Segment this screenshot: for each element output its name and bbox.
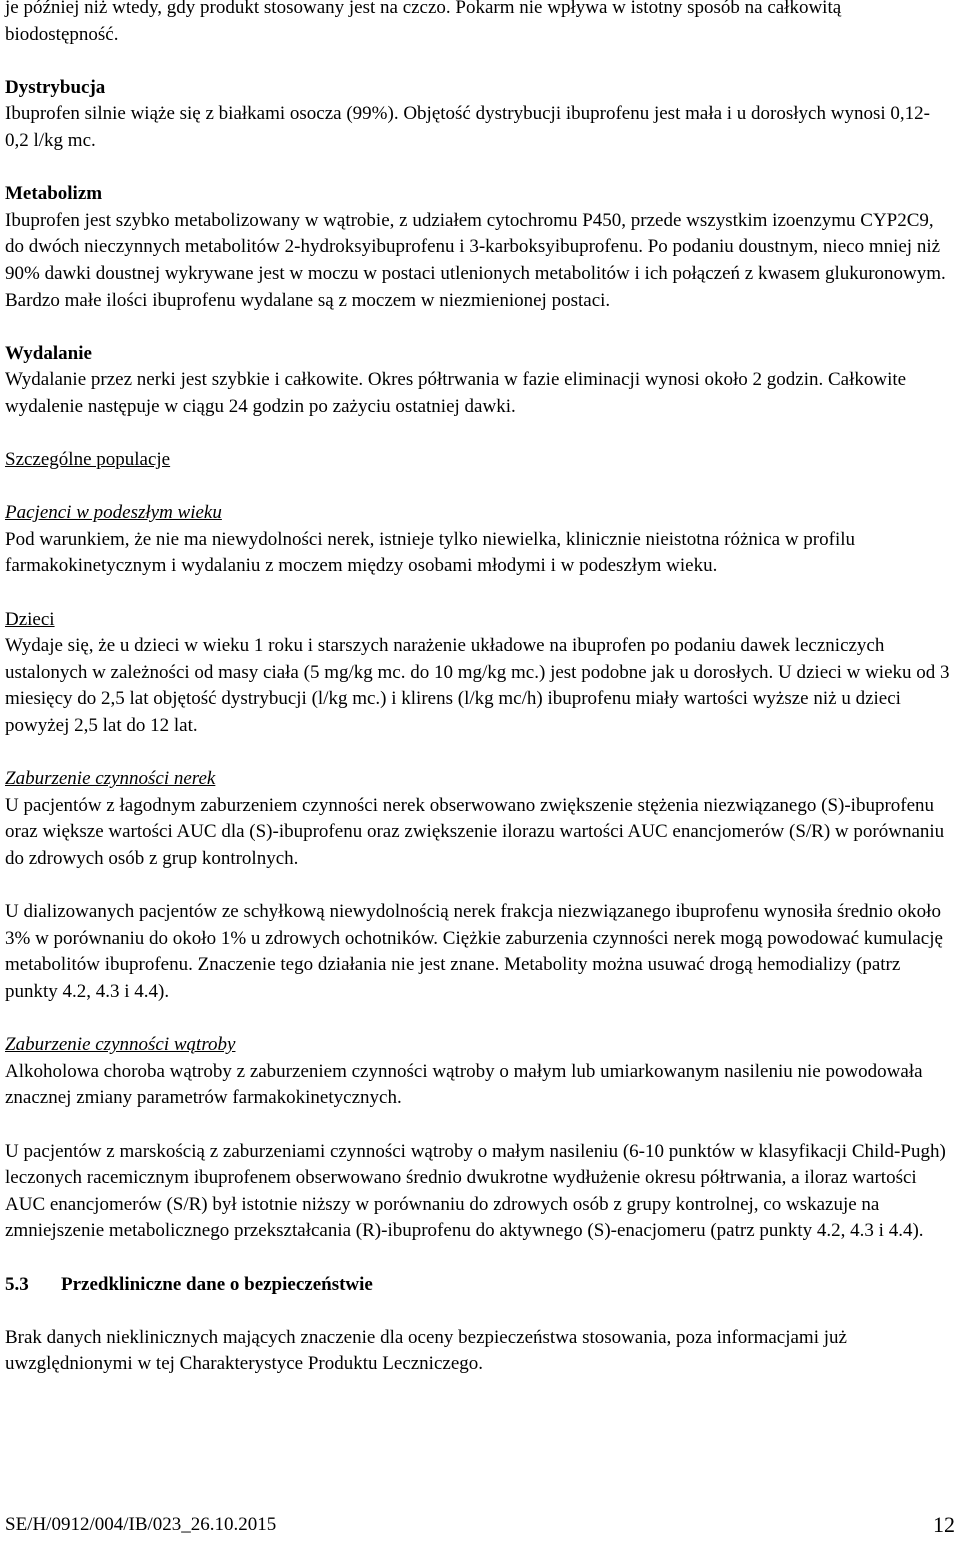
elimination-heading: Wydalanie [5, 342, 92, 364]
special-populations-heading [5, 447, 953, 474]
document-page [5, 0, 953, 1378]
section-title: Przedkliniczne dane o bezpieczeństwie [61, 1273, 373, 1295]
distribution-paragraph: Ibuprofen silnie wiąże się z białkami osocza (99%). Objętość dystrybucji ibuprofenu jest mała i u dorosłych wynosi 0,12-0,2 l/kg mc. [5, 103, 930, 151]
section-5-3-heading [5, 1272, 953, 1299]
children-heading [5, 607, 953, 634]
renal-paragraph-2: U dializowanych pacjentów ze schyłkową niewydolnością nerek frakcja niezwiązanego ibuprofenu wynosiła średnio około 3% w porównaniu do około 1% u zdrowych ochotników. Ciężkie zaburzenia czynności nerek mogą powodować kumulację metabolitów ibuprofenu. Znaczenie tego działania nie jest znane. Metabolity można usuwać drogą hemodializy (patrz punkty 4.2, 4.3 i 4.4). [5, 901, 943, 1002]
hepatic-paragraph-2: U pacjentów z marskością z zaburzeniami czynności wątroby o małym nasileniu (6-10 punktów w klasyfikacji Child-Pugh) leczonych racemicznym ibuprofenem obserwowano średnio dwukrotne wydłużenie okresu półtrwania, a iloraz wartości AUC enancjomerów (S/R) był istotnie niższy w porównaniu do zdrowych osób z grupy kontrolnej, co wskazuje na zmniejszenie metabolicznego przekształcania (R)-ibuprofenu do aktywnego (S)-enacjomeru (patrz punkty 4.2, 4.3 i 4.4). [5, 1140, 946, 1242]
hepatic-paragraph-1: Alkoholowa choroba wątroby z zaburzeniem czynności wątroby o małym lub umiarkowanym nasileniu nie powodowała znacznej zmiany parametrów farmakokinetycznych. [5, 1060, 923, 1109]
elimination-paragraph: Wydalanie przez nerki jest szybkie i całkowite. Okres półtrwania w fazie eliminacji wynosi około 2 godzin. Całkowite wydalenie następuje w ciągu 24 godzin po zażyciu ostatniej dawki. [5, 369, 907, 417]
children-paragraph: Wydaje się, że u dzieci w wieku 1 roku i starszych narażenie układowe na ibuprofen po podaniu dawek leczniczych ustalonych w zależności od masy ciała (5 mg/kg mc. do 10 mg/kg mc.) jest podobne jak u dorosłych. U dzieci w wieku od 3 miesięcy do 2,5 lat objętość dystrybucji (l/kg mc.) i klirens (l/kg mc/h) ibuprofenu miały wartości wyższe niż u dzieci powyżej 2,5 lat do 12 lat. [5, 635, 950, 737]
section-5-3-paragraph: Brak danych nieklinicznych mających znaczenie dla oceny bezpieczeństwa stosowania, poza informacjami już uwzględnionymi w tej Charakterystyce Produktu Leczniczego. [5, 1326, 847, 1375]
page-number: 12 [933, 1512, 955, 1537]
hepatic-heading [5, 1032, 953, 1059]
children-heading-text: Dzieci [5, 608, 55, 630]
elderly-heading-text: Pacjenci w podeszłym wieku [5, 502, 222, 524]
metabolism-paragraph: Ibuprofen jest szybko metabolizowany w wątrobie, z udziałem cytochromu P450, przede wszystkim izoenzymu CYP2C9, do dwóch nieczynnych metabolitów 2-hydroksyibuprofenu i 3-karboksyibuprofenu. Po podaniu doustnym, nieco mniej niż 90% dawki doustnej wykrywane jest w moczu w postaci utlenionych metabolitów i ich połączeń z kwasem glukuronowym. Bardzo małe ilości ibuprofenu wydalane są z moczem w niezmienionej postaci. [5, 209, 946, 311]
elderly-paragraph: Pod warunkiem, że nie ma niewydolności nerek, istnieje tylko niewielka, klinicznie nieistotna różnica w profilu farmakokinetycznym i wydalaniu z moczem między osobami młodymi i w podeszłym wieku. [5, 528, 856, 577]
section-number: 5.3 [5, 1273, 29, 1295]
intro-paragraph: je później niż wtedy, gdy produkt stosowany jest na czczo. Pokarm nie wpływa w istotny sposób na całkowitą biodostępność. [5, 0, 842, 45]
renal-heading-text: Zaburzenie czynności nerek [5, 768, 216, 790]
renal-paragraph-1: U pacjentów z łagodnym zaburzeniem czynności nerek obserwowano zwiększenie stężenia niezwiązanego (S)-ibuprofenu oraz większe wartości AUC dla (S)-ibuprofenu oraz zwiększenie ilorazu wartości AUC enancjomerów (S/R) w porównaniu do zdrowych osób z grup kontrolnych. [5, 794, 945, 869]
renal-heading [5, 766, 953, 793]
special-populations-heading-text: Szczególne populacje [5, 449, 171, 471]
hepatic-heading-text: Zaburzenie czynności wątroby [5, 1034, 236, 1056]
elderly-heading [5, 500, 953, 527]
page-footer [5, 1512, 955, 1538]
distribution-heading: Dystrybucja [5, 76, 106, 98]
document-id: SE/H/0912/004/IB/023_26.10.2015 [5, 1514, 277, 1535]
metabolism-heading: Metabolizm [5, 183, 103, 205]
